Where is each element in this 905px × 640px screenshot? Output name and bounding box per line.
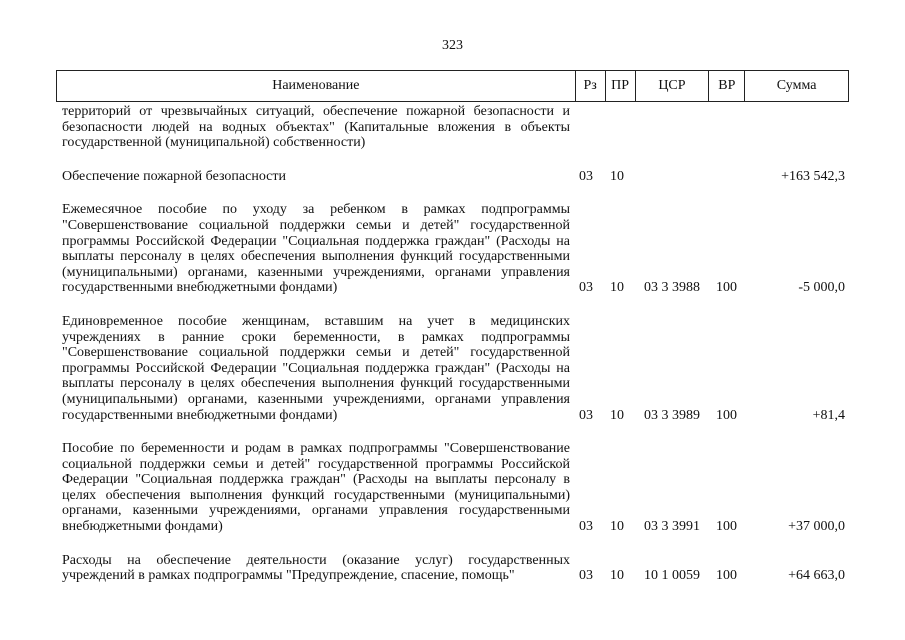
header-sum: Сумма	[744, 71, 848, 101]
row-name: территорий от чрезвычайных ситуаций, обеспечение пожарной безопасности и безопасности людей на водных объектах" (Капитальные вложения в объекты государственной (муниципальной) собственности)	[62, 104, 570, 151]
row-pr: 10	[610, 168, 624, 184]
row-pr: 10	[610, 280, 624, 296]
row-sum: +64 663,0	[788, 568, 845, 584]
header-rz: Рз	[575, 71, 605, 101]
header-pr: ПР	[605, 71, 635, 101]
row-csr: 03 3 3988	[644, 280, 700, 296]
row-sum: +37 000,0	[788, 519, 845, 535]
row-sum: +163 542,3	[781, 168, 845, 184]
table-row	[62, 314, 845, 423]
row-pr: 10	[610, 407, 624, 423]
row-name: Ежемесячное пособие по уходу за ребенком в рамках подпрограммы "Совершенствование социальной поддержки семьи и детей" государственной программы Российской Федерации "Социальная поддержка граждан" (Расходы на выплаты персоналу в целях обеспечения выполнения функций государственными (муниципальными) органами, казенными учреждениями, органами управления государственными внебюджетными фондами)	[62, 202, 570, 296]
row-name: Пособие по беременности и родам в рамках подпрограммы "Совершенствование социальной поддержки семьи и детей" государственной программы Российской Федерации "Социальная поддержка граждан" (Расходы на выплаты персоналу в целях обеспечения выполнения функций государственными (муниципальными) органами, казенными учреждениями, органами управления государственными внебюджетными фондами)	[62, 441, 570, 535]
row-name: Обеспечение пожарной безопасности	[62, 168, 287, 184]
header-vr: ВР	[708, 71, 744, 101]
table-row	[62, 169, 845, 185]
table-body	[62, 104, 845, 602]
row-csr: 03 3 3989	[644, 407, 700, 423]
row-sum: -5 000,0	[798, 280, 845, 296]
row-rz: 03	[579, 168, 593, 184]
row-sum: +81,4	[812, 407, 845, 423]
table-row	[62, 553, 845, 584]
header-name: Наименование	[272, 78, 360, 93]
row-csr: 10 1 0059	[644, 568, 700, 584]
row-rz: 03	[579, 280, 593, 296]
row-rz: 03	[579, 568, 593, 584]
row-vr: 100	[716, 568, 737, 584]
row-vr: 100	[716, 280, 737, 296]
row-csr: 03 3 3991	[644, 519, 700, 535]
row-name: Единовременное пособие женщинам, вставшим на учет в медицинских учреждениях в ранние сроки беременности, в рамках подпрограммы "Совершенствование социальной поддержки семьи и детей" государственной программы Российской Федерации "Социальная поддержка граждан" (Расходы на выплаты персоналу в целях обеспечения выполнения функций государственными (муниципальными) органами, казенными учреждениями, органами управления государственными внебюджетными фондами)	[62, 313, 570, 423]
table-header	[56, 70, 849, 102]
row-vr: 100	[716, 407, 737, 423]
row-name: Расходы на обеспечение деятельности (оказание услуг) государственных учреждений в рамках подпрограммы "Предупреждение, спасение, помощь"	[62, 552, 570, 584]
table-row	[62, 441, 845, 535]
row-rz: 03	[579, 519, 593, 535]
row-pr: 10	[610, 519, 624, 535]
table-row	[62, 202, 845, 296]
page-number: 323	[442, 38, 463, 53]
row-rz: 03	[579, 407, 593, 423]
row-vr: 100	[716, 519, 737, 535]
table-row	[62, 104, 845, 151]
header-csr: ЦСР	[635, 71, 709, 101]
row-pr: 10	[610, 568, 624, 584]
